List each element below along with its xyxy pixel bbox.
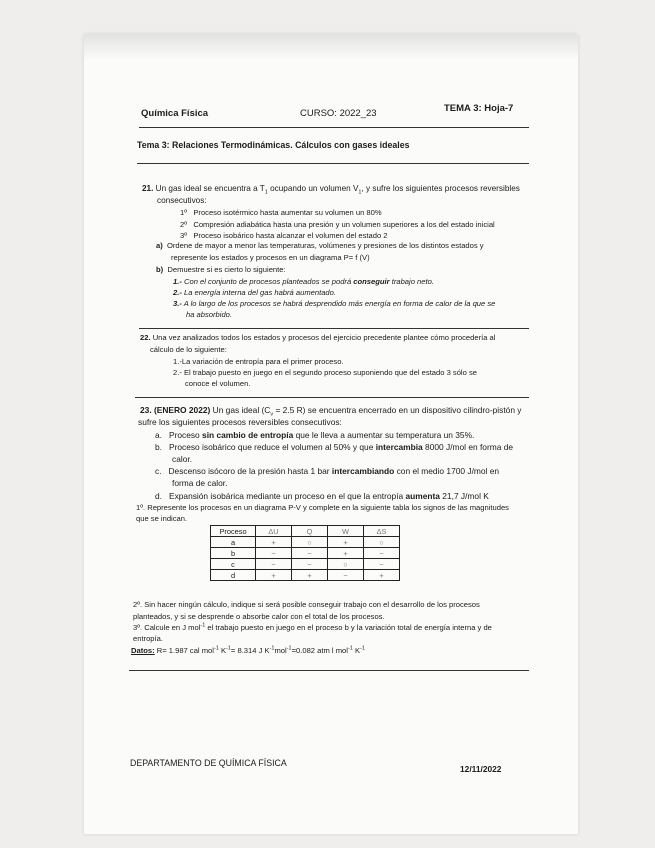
process-a: a. Proceso sin cambio de entropía que le lleva a aumentar su temperatura un 35%. [155, 430, 475, 440]
sheet-label: TEMA 3: Hoja-7 [444, 103, 514, 114]
question-23-line1: 23. (ENERO 2022) Un gas ideal ($C_v = 2.5$ R) se encuentra encerrado en un dispositivo cilindro-pistón y [140, 405, 522, 418]
question-21-number: 21. [142, 184, 154, 193]
question-23-number: 23. [140, 405, 152, 415]
table-header: W [328, 526, 364, 537]
subject-title: Química Física [141, 108, 209, 119]
claim-3-line1: 3.- A lo largo de los procesos se habrá desprendido más energía en forma de calor de la que se [173, 299, 496, 308]
part-3-line2: entropía. [133, 634, 163, 643]
table-cell: + [364, 570, 400, 581]
table-header-row [211, 526, 400, 537]
topic-rule [137, 163, 529, 164]
table-cell: b [211, 548, 256, 559]
table-cell: − [364, 548, 400, 559]
process-c-line1: c. Descenso isócoro de la presión hasta 1 bar intercambiando con el medio 1700 J/mol en [155, 466, 500, 476]
part-1-line2: que se indican. [136, 514, 188, 523]
question-22-item2-line2: conoce el volumen. [185, 379, 251, 388]
part-1-line1: 1º. Represente los procesos en un diagrama P-V y complete en la siguiente tabla los signos de las magnitudes [136, 503, 509, 512]
claim-2: 2.- La energía interna del gas habrá aumentado. [173, 288, 336, 297]
table-cell: − [328, 570, 364, 581]
divider-2 [135, 397, 529, 398]
department-label: DEPARTAMENTO DE QUÍMICA FÍSICA [130, 758, 287, 768]
item-a-line1: a) Ordene de mayor a menor las temperaturas, volúmenes y presiones de los distintos estados y [156, 241, 484, 250]
table-cell: − [256, 548, 292, 559]
question-21-line1: 21. Un gas ideal se encuentra a $T_1$ ocupando un volumen $V_1$, y sufre los siguientes procesos reversibles [142, 184, 520, 196]
table-cell: − [292, 559, 328, 570]
step-1: 1º Proceso isotérmico hasta aumentar su volumen un 80% [180, 208, 382, 217]
question-23-line2: sufre los siguientes procesos reversibles consecutivos: [138, 417, 342, 427]
table-cell: − [292, 548, 328, 559]
table-cell: ○ [292, 537, 328, 548]
table-cell: + [256, 570, 292, 581]
item-a-line2: represente los estados y procesos en un diagrama P= f (V) [171, 253, 370, 262]
table-header: ΔS [364, 526, 400, 537]
divider-3 [129, 670, 529, 671]
question-22-number: 22. [140, 333, 151, 342]
question-22-line1: 22. Una vez analizados todos los estados y procesos del ejercicio precedente plantee cómo procedería al [140, 333, 496, 342]
question-21-line2: consecutivos: [157, 196, 207, 205]
question-22-line2: cálculo de lo siguiente: [150, 345, 227, 354]
data-line: Datos: R= 1.987 cal mol$^{-1}$ $K^{-1}= 8.314$ J $K^{-1}mol^{-1}=0.082$ atm l mol$^{-1}$ $K^{-1}$ [131, 645, 365, 655]
table-cell: c [211, 559, 256, 570]
part-3-line1: 3º. Calcule en J mol$^{-1}$ el trabajo puesto en juego en el proceso b y la variación total de energía interna y de [133, 622, 492, 632]
course-label: CURSO: 2022_23 [300, 108, 377, 119]
header-rule [139, 127, 529, 128]
table-cell: + [292, 570, 328, 581]
process-b-line1: b. Proceso isobárico que reduce el volumen al 50% y que intercambia 8000 J/mol en forma de [155, 442, 514, 452]
question-22-item2-line1: 2.- El trabajo puesto en juego en el segundo proceso suponiendo que del estado 3 sólo se [173, 368, 477, 377]
table-cell: + [328, 548, 364, 559]
table-row [211, 537, 400, 548]
table-cell: ○ [328, 559, 364, 570]
table-header: ΔU [256, 526, 292, 537]
table-cell: ○ [364, 537, 400, 548]
table-row [211, 548, 400, 559]
table-cell: − [364, 559, 400, 570]
step-3: 3º Proceso isobárico hasta alcanzar el volumen del estado 2 [180, 231, 388, 240]
table-header: Q [292, 526, 328, 537]
table-cell: + [256, 537, 292, 548]
process-c-line2: forma de calor. [172, 478, 228, 488]
table-cell: d [211, 570, 256, 581]
claim-1: 1.- Con el conjunto de procesos planteados se podrá conseguir trabajo neto. [173, 277, 434, 286]
table-cell: − [256, 559, 292, 570]
sheet-shadow [84, 34, 578, 60]
signs-table [210, 525, 400, 581]
table-cell: a [211, 537, 256, 548]
table-cell: + [328, 537, 364, 548]
item-b: b) Demuestre si es cierto lo siguiente: [156, 265, 286, 274]
part-2-line1: 2º. Sin hacer ningún cálculo, indique si será posible conseguir trabajo con el desarrollo de los procesos [133, 600, 480, 609]
table-row [211, 559, 400, 570]
step-2: 2º Compresión adiabática hasta una presión y un volumen superiores a los del estado inicial [180, 220, 495, 229]
table-row [211, 570, 400, 581]
process-b-line2: calor. [172, 454, 193, 464]
claim-3-line2: ha absorbido. [186, 310, 233, 319]
date-label: 12/11/2022 [460, 764, 502, 774]
question-22-item1: 1.-La variación de entropía para el primer proceso. [173, 357, 344, 366]
part-2-line2: planteados, y si se desprende o absorbe calor con el total de los procesos. [133, 612, 385, 621]
divider-1 [139, 328, 529, 329]
process-d: d. Expansión isobárica mediante un proceso en el que la entropía aumenta 21,7 J/mol K [155, 491, 489, 501]
table-header: Proceso [211, 526, 256, 537]
topic-title: Tema 3: Relaciones Termodinámicas. Cálculos con gases ideales [137, 140, 410, 150]
